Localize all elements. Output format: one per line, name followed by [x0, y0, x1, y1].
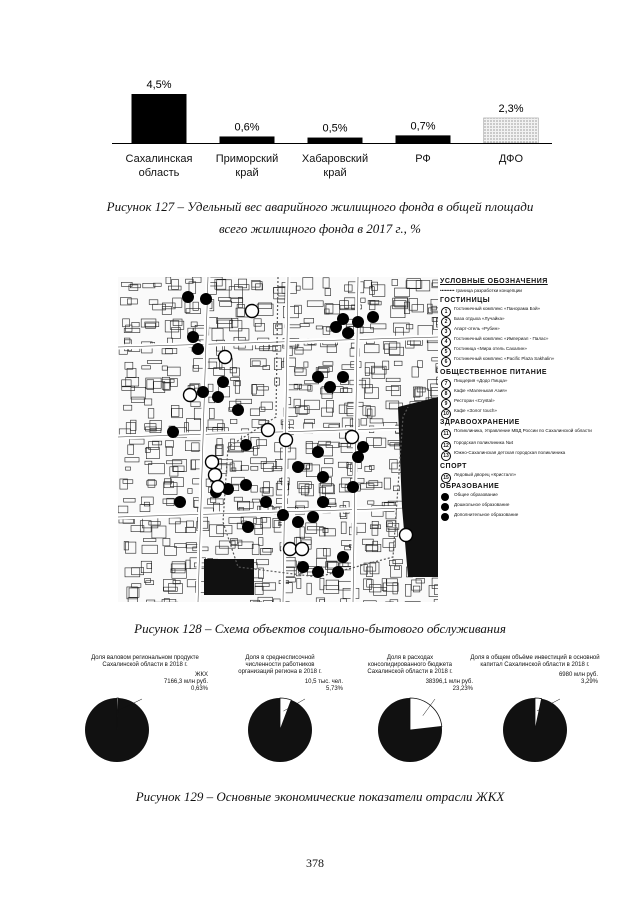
city-map-image — [118, 277, 438, 602]
map-marker-education — [277, 509, 289, 521]
pie-chart-4 — [470, 655, 605, 775]
legend-dot-marker — [441, 493, 449, 501]
pie-value-label: 10,5 тыс. чел. 5,73% — [304, 679, 343, 692]
legend-item — [440, 450, 610, 461]
map-marker-education — [312, 446, 324, 458]
map-marker-education — [192, 343, 204, 355]
bar-1 — [132, 94, 187, 143]
bar-category-label: Сахалинская область — [125, 153, 193, 179]
legend-section-title: ОБРАЗОВАНИЕ — [440, 483, 500, 490]
legend-section-title: ГОСТИНИЦЫ — [440, 297, 491, 304]
pie-title: Доля валовом региональном продукте Сахалинской области в 2018 г. — [91, 655, 199, 668]
map-marker-education — [324, 381, 336, 393]
pie-graphic — [375, 695, 445, 765]
map-marker-education — [292, 516, 304, 528]
bar-value-label: 0,6% — [234, 121, 260, 134]
map-marker-education — [260, 496, 272, 508]
legend-number-marker: 11 — [441, 429, 451, 439]
city-map — [118, 277, 438, 602]
pie-charts — [80, 655, 600, 775]
legend-section-title: СПОРТ — [440, 463, 467, 470]
map-marker-education — [182, 291, 194, 303]
map-marker-numbered — [209, 469, 222, 482]
legend-item — [440, 408, 610, 419]
legend-number-marker: 6 — [441, 357, 451, 367]
map-marker-education — [347, 481, 359, 493]
legend-boundary-text: граница разработки концепции — [455, 288, 522, 293]
map-marker-education — [174, 496, 186, 508]
pie-graphic — [500, 695, 570, 765]
legend-item-label: Гостиница «Мира отель Сахалин» — [454, 346, 527, 351]
map-marker-numbered — [206, 456, 219, 469]
map-marker-education — [307, 511, 319, 523]
bar-category-label: Хабаровский край — [301, 153, 369, 179]
legend-number-marker: 8 — [441, 389, 451, 399]
legend-item-label: Пиццерия «Додо Пицца» — [454, 378, 508, 383]
map-marker-education — [330, 321, 342, 333]
map-marker-numbered — [284, 543, 297, 556]
legend-item-label: Южно-Сахалинская детская городская поликлиника — [454, 450, 566, 455]
pie-chart-1 — [80, 655, 215, 775]
bar-value-label: 2,3% — [498, 102, 524, 115]
map-marker-education — [337, 371, 349, 383]
legend-number-marker: 2 — [441, 317, 451, 327]
page-number: 378 — [306, 856, 324, 870]
map-marker-education — [240, 479, 252, 491]
legend-number-marker: 5 — [441, 347, 451, 357]
map-marker-numbered — [296, 543, 309, 556]
pie-value-label: 38396,1 млн руб. 23,23% — [425, 679, 473, 692]
legend-number-marker: 7 — [441, 379, 451, 389]
legend-item-label: Городская поликлиника №4 — [454, 440, 514, 445]
bar-category-label: Приморский край — [215, 153, 279, 179]
map-marker-education — [167, 426, 179, 438]
bar-chart-categories — [112, 152, 552, 192]
map-marker-education — [187, 331, 199, 343]
legend-item — [440, 428, 610, 439]
caption-127: Рисунок 127 – Удельный вес аварийного жилищного фонда в общей площади всего жилищного фонда в 2017 г., % — [106, 199, 534, 236]
legend-number-marker: 12 — [441, 441, 451, 451]
bar-4 — [396, 135, 451, 143]
pie-graphic — [245, 695, 315, 765]
legend-item — [440, 356, 610, 367]
map-marker-numbered — [280, 434, 293, 447]
pie-title: Доля в общем объёме инвестиций в основной капитал Сахалинской области в 2018 г. — [470, 655, 600, 668]
legend-dot-marker — [441, 503, 449, 511]
map-marker-education — [292, 461, 304, 473]
legend-number-marker: 15 — [441, 473, 451, 483]
map-marker-education — [312, 371, 324, 383]
caption-128: Рисунок 128 – Схема объектов социально-бытового обслуживания — [134, 621, 506, 636]
caption-129: Рисунок 129 – Основные экономические показатели отрасли ЖКХ — [135, 789, 505, 804]
bar-category-label: РФ — [415, 153, 431, 165]
bar-value-label: 0,7% — [410, 120, 436, 133]
map-marker-numbered — [212, 481, 225, 494]
map-marker-education — [240, 439, 252, 451]
bar-value-label: 0,5% — [322, 122, 348, 135]
legend-title: УСЛОВНЫЕ ОБОЗНАЧЕНИЯ — [440, 278, 548, 285]
legend-number-marker: 4 — [441, 337, 451, 347]
pie-chart-2 — [215, 655, 350, 775]
map-marker-numbered — [184, 389, 197, 402]
legend-item-label: База отдыха «Лучайка» — [454, 316, 505, 321]
bar-value-label: 4,5% — [146, 79, 172, 91]
map-marker-education — [200, 293, 212, 305]
legend-item-label: Гостиничный комплекс «Империал - Палас» — [454, 336, 549, 341]
legend-number-marker: 10 — [441, 409, 451, 419]
legend-item-label: Ледовый дворец «Кристалл» — [454, 472, 517, 477]
pie-value-label: ЖКХ 7166,3 млн руб. 0,63% — [163, 672, 208, 692]
pie-title: Доля в расходах консолидированного бюджета Сахалинской области в 2018 г. — [367, 655, 453, 675]
map-marker-numbered — [246, 305, 259, 318]
pie-slice-share — [410, 698, 442, 730]
legend-item-label: Общее образование — [454, 492, 498, 497]
bar-5 — [484, 118, 539, 143]
map-marker-education — [212, 391, 224, 403]
map-marker-education — [367, 311, 379, 323]
legend-item-label: Дошкольное образование — [454, 502, 510, 507]
bar-3 — [308, 138, 363, 143]
map-marker-numbered — [219, 351, 232, 364]
map-marker-education — [352, 316, 364, 328]
bar-category-label: ДФО — [498, 153, 524, 165]
map-marker-numbered — [346, 431, 359, 444]
legend-boundary-dots: ••••••••• — [440, 288, 456, 293]
pie-title: Доля в среднесписочной численности работников организаций региона в 2018 г. — [238, 655, 322, 675]
pie-value-label: 6980 млн руб. 3,29% — [558, 672, 598, 685]
legend-boundary — [440, 288, 610, 294]
legend-section-title: ЗДРАВООХРАНЕНИЕ — [440, 419, 520, 426]
map-marker-education — [342, 327, 354, 339]
legend-item-label: Кафе «Золот touch» — [454, 408, 497, 413]
legend-item — [440, 512, 610, 523]
map-marker-education — [217, 376, 229, 388]
legend-item-label: Ресторан «Crystal» — [454, 398, 495, 403]
map-marker-education — [317, 471, 329, 483]
map-marker-education — [232, 404, 244, 416]
legend-section-title: ОБЩЕСТВЕННОЕ ПИТАНИЕ — [440, 369, 548, 376]
legend-item — [440, 472, 610, 483]
legend-item-label: Гостиничный комплекс «Pacific Plaza Sakhalin» — [454, 356, 555, 361]
map-marker-education — [357, 441, 369, 453]
legend-number-marker: 13 — [441, 451, 451, 461]
legend-item-label: Поликлиника, Управление МВД России по Сахалинской области — [454, 428, 592, 433]
legend-dot-marker — [441, 513, 449, 521]
legend-item-label: Гостиничный комплекс «Панорама Бэй» — [454, 306, 541, 311]
map-marker-education — [242, 521, 254, 533]
map-legend — [440, 278, 610, 578]
legend-number-marker: 3 — [441, 327, 451, 337]
map-marker-education — [297, 561, 309, 573]
pie-graphic — [82, 695, 152, 765]
legend-item-label: Апарт-отель «Рубин» — [454, 326, 500, 331]
pie-chart-3 — [345, 655, 480, 775]
map-marker-education — [312, 566, 324, 578]
map-marker-education — [332, 566, 344, 578]
map-marker-numbered — [262, 424, 275, 437]
legend-number-marker: 1 — [441, 307, 451, 317]
legend-item-label: Кафе «Маленькая Азия» — [454, 388, 508, 393]
legend-item-label: Дополнительное образование — [454, 512, 519, 517]
bar-2 — [220, 136, 275, 143]
legend-number-marker: 9 — [441, 399, 451, 409]
map-marker-education — [337, 551, 349, 563]
map-marker-education — [317, 496, 329, 508]
map-marker-education — [197, 386, 209, 398]
map-marker-numbered — [400, 529, 413, 542]
